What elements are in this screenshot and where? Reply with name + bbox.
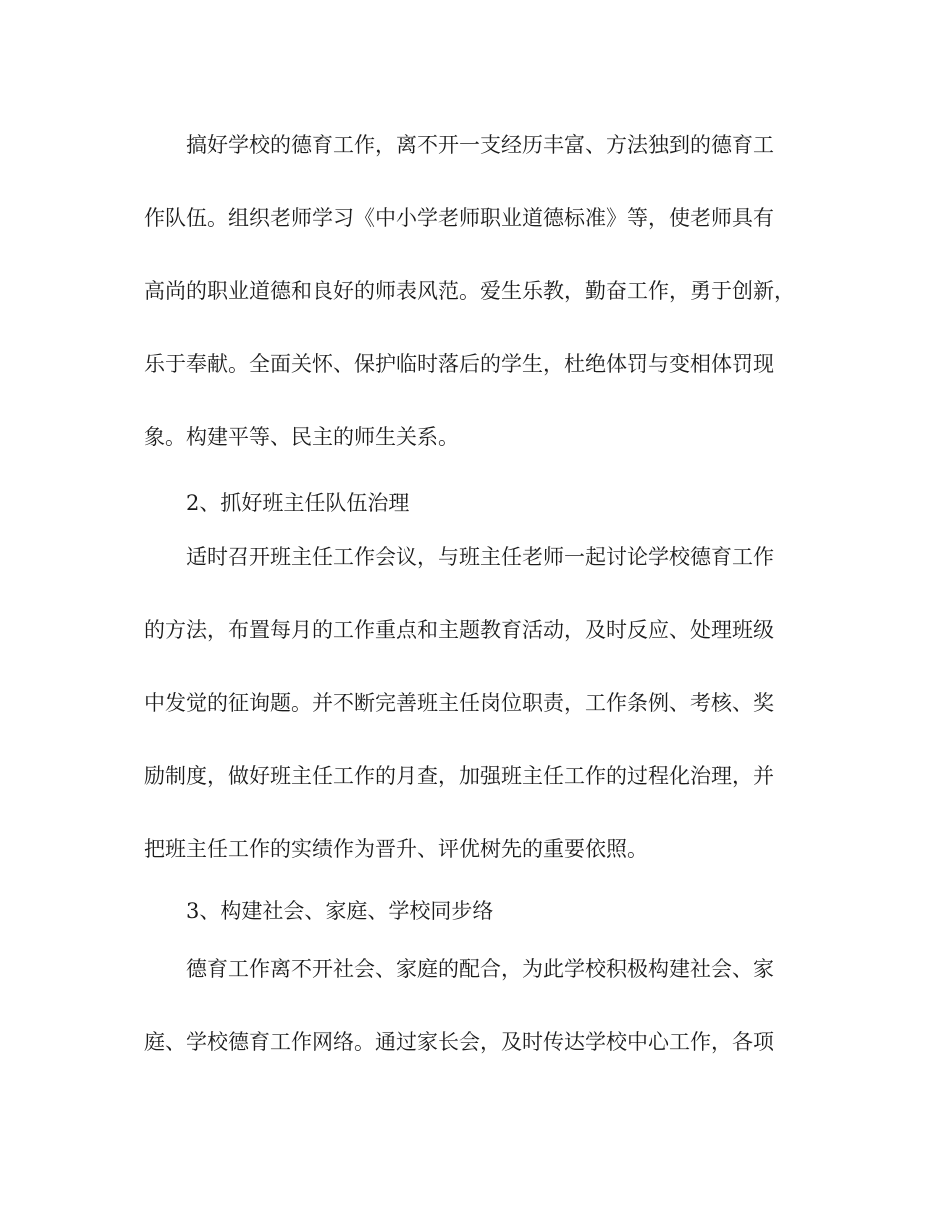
section-heading-3: 3、构建社会、家庭、学校同步络 — [186, 899, 494, 923]
paragraph-3-line-1: 德育工作离不开社会、家庭的配合，为此学校积极构建社会、家 — [186, 957, 774, 981]
paragraph-2-line-4: 励制度，做好班主任工作的月查，加强班主任工作的过程化治理，并 — [144, 764, 774, 788]
paragraph-2-line-1: 适时召开班主任工作会议，与班主任老师一起讨论学校德育工作 — [186, 545, 774, 569]
paragraph-2-line-5: 把班主任工作的实绩作为晋升、评优树先的重要依照。 — [144, 837, 648, 861]
paragraph-1-line-4: 乐于奉献。全面关怀、保护临时落后的学生，杜绝体罚与变相体罚现 — [144, 352, 774, 376]
paragraph-1-line-1: 搞好学校的德育工作，离不开一支经历丰富、方法独到的德育工 — [186, 133, 774, 157]
paragraph-2-line-3: 中发觉的征询题。并不断完善班主任岗位职责，工作条例、考核、奖 — [144, 691, 774, 715]
paragraph-1-line-3: 高尚的职业道德和良好的师表风范。爱生乐教，勤奋工作，勇于创新， — [144, 279, 795, 303]
paragraph-2-line-2: 的方法，布置每月的工作重点和主题教育活动，及时反应、处理班级 — [144, 618, 774, 642]
paragraph-1-line-2: 作队伍。组织老师学习《中小学老师职业道德标准》等，使老师具有 — [144, 206, 774, 230]
section-heading-2: 2、抓好班主任队伍治理 — [186, 491, 410, 515]
paragraph-3-line-2: 庭、学校德育工作网络。通过家长会，及时传达学校中心工作，各项 — [144, 1030, 774, 1054]
paragraph-1-line-5: 象。构建平等、民主的师生关系。 — [144, 425, 459, 449]
